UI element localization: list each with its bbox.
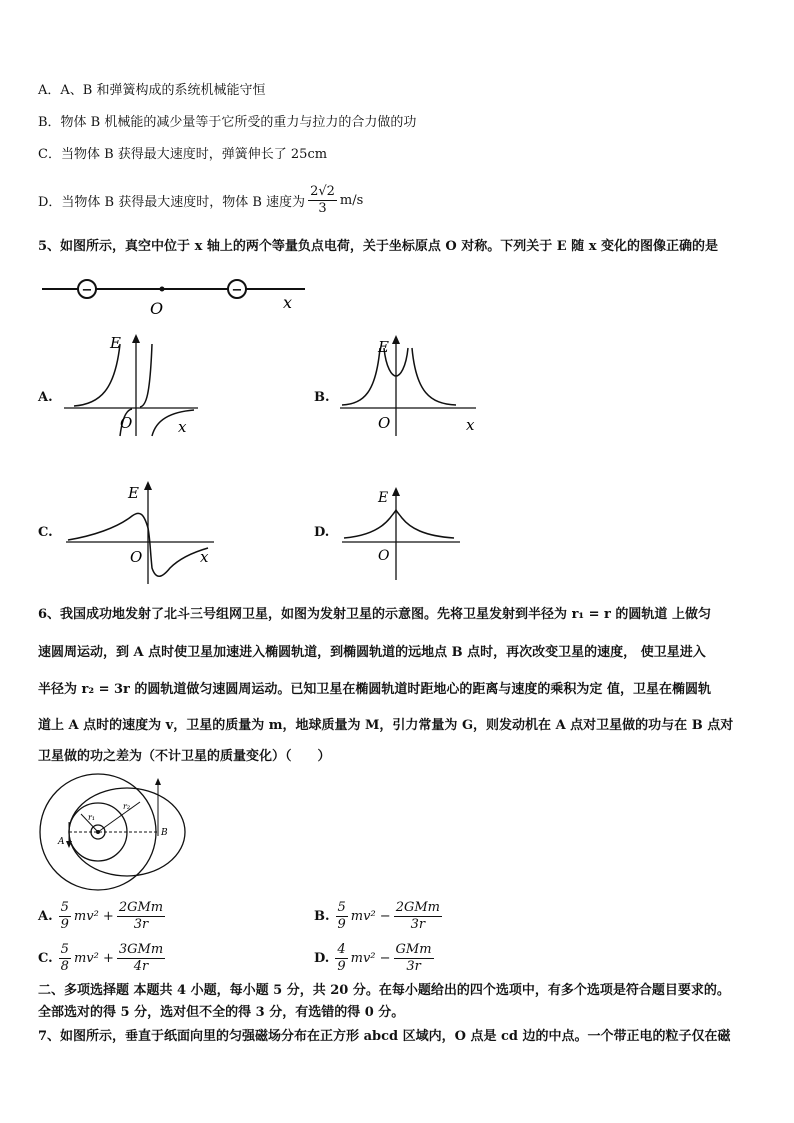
graph-c-x-label: x	[200, 548, 209, 566]
denominator: 3r	[410, 917, 426, 932]
q5-stem: 5、如图所示，真空中位于 x 轴上的两个等量负点电荷，关于坐标原点 O 对称。下列关于 E 随 x 变化的图像正确的是	[38, 239, 718, 254]
graph-d-e-arrow	[392, 487, 400, 496]
numerator: 2GMm	[395, 900, 441, 915]
graph-d-curve	[344, 510, 454, 538]
q4-option-d	[38, 184, 363, 217]
q6-option-d	[314, 942, 434, 975]
right-charge-sign: −	[231, 283, 243, 298]
denominator: 8	[60, 959, 69, 974]
denominator: 4r	[133, 959, 149, 974]
q6-stem-line-2: 速圆周运动，到 A 点时使卫星加速进入椭圆轨道，到椭圆轨道的远地点 B 点时，再次改变卫星的速度， 使卫星进入	[38, 645, 706, 660]
q6-stem-line-4: 道上 A 点时的速度为 v，卫星的质量为 m，地球质量为 M，引力常量为 G，则发动机在 A 点对卫星做的功与在 B 点对	[38, 718, 734, 733]
graph-b-x-label: x	[466, 416, 475, 434]
left-charge-sign: −	[81, 283, 93, 298]
graph-c-e-arrow	[144, 481, 152, 490]
fraction	[335, 942, 347, 975]
graph-c-o-label: O	[130, 548, 143, 566]
graph-d-o-label: O	[378, 548, 390, 564]
q5-option-c-label: C.	[38, 525, 53, 540]
numerator: 3GMm	[118, 942, 164, 957]
point-b-label: B	[161, 828, 168, 838]
x-label: x	[283, 293, 293, 312]
q6-stem-line-3: 半径为 r₂ = 3r 的圆轨道做匀速圆周运动。已知卫星在椭圆轨道时距地心的距离与速度的乘积为定 值，卫星在椭圆轨	[38, 682, 711, 697]
q4-option-d-fraction	[308, 184, 337, 217]
radius-r2	[98, 802, 140, 832]
q4-option-d-unit: m/s	[339, 193, 364, 208]
fraction	[59, 900, 71, 933]
q4-option-a: A．A、B 和弹簧构成的系统机械能守恒	[38, 83, 266, 98]
fraction	[59, 942, 71, 975]
graph-a-x-label: x	[178, 418, 187, 436]
graph-b-e-label: E	[378, 338, 389, 356]
denominator: 3r	[406, 959, 421, 974]
q5-option-b-label: B.	[314, 390, 330, 405]
fraction	[117, 942, 165, 975]
graph-a-e-arrow	[132, 334, 140, 343]
q6-option-b	[314, 900, 442, 933]
graph-a-curve-left-upper	[74, 344, 120, 406]
q6-option-c	[38, 942, 165, 975]
option-label: D.	[314, 951, 330, 966]
expression-middle: mv² +	[73, 909, 114, 924]
q5-option-d-label: D.	[314, 525, 330, 540]
option-label: B.	[314, 909, 330, 924]
denominator: 9	[60, 917, 69, 932]
expression-middle: mv² +	[73, 951, 114, 966]
origin-dot	[160, 287, 165, 292]
option-label: A.	[38, 909, 53, 924]
q6-stem-line-5: 卫星做的功之差为（不计卫星的质量变化）（ ）	[38, 749, 331, 764]
q4-option-c: C．当物体 B 获得最大速度时，弹簧伸长了 25cm	[38, 147, 328, 162]
graph-b-curve-right	[412, 348, 456, 405]
velocity-b-arrow	[155, 778, 161, 785]
graph-c-e-label: E	[128, 484, 139, 502]
numerator: 5	[60, 942, 69, 957]
q6-orbit-diagram	[36, 772, 176, 897]
graph-d-e-label: E	[378, 490, 389, 506]
fraction	[394, 942, 434, 975]
graph-a-o-label: O	[120, 414, 133, 432]
q5-graph-a	[60, 330, 210, 440]
numerator: 2GMm	[118, 900, 164, 915]
section-2-header-line-1: 二、多项选择题 本题共 4 小题，每小题 5 分，共 20 分。在每小题给出的四个选项中，有多个选项是符合题目要求的。	[38, 983, 730, 998]
fraction-denominator: 3	[318, 201, 327, 216]
graph-b-curve-left	[342, 348, 380, 405]
numerator: 4	[337, 942, 346, 957]
denominator: 9	[337, 959, 346, 974]
r2-label: r₂	[123, 802, 131, 811]
q7-stem-line-1: 7、如图所示，垂直于纸面向里的匀强磁场分布在正方形 abcd 区域内，O 点是 cd 边的中点。一个带正电的粒子仅在磁	[38, 1029, 731, 1044]
origin-label: O	[150, 299, 164, 318]
graph-b-e-arrow	[392, 335, 400, 344]
fraction-numerator: 2√2	[310, 184, 335, 199]
numerator: GMm	[395, 942, 432, 957]
r1-label: r₁	[88, 813, 96, 822]
fraction	[117, 900, 165, 933]
graph-b-o-label: O	[378, 414, 391, 432]
q5-graph-d	[338, 482, 468, 592]
q4-option-b: B．物体 B 机械能的减少量等于它所受的重力与拉力的合力做的功	[38, 115, 417, 130]
q4-option-d-text: D．当物体 B 获得最大速度时，物体 B 速度为	[38, 195, 306, 210]
section-2-header-line-2: 全部选对的得 5 分，选对但不全的得 3 分，有选错的得 0 分。	[38, 1005, 405, 1020]
numerator: 5	[60, 900, 69, 915]
q5-charge-axis-diagram	[0, 270, 330, 320]
q6-stem-line-1: 6、我国成功地发射了北斗三号组网卫星，如图为发射卫星的示意图。先将卫星发射到半径为 r₁ = r 的圆轨道 上做匀	[38, 607, 711, 622]
graph-a-curve-right-upper	[140, 344, 152, 407]
denominator: 3r	[133, 917, 149, 932]
q5-graph-c	[62, 478, 222, 588]
graph-a-e-label: E	[110, 334, 121, 352]
expression-middle: mv² −	[350, 909, 391, 924]
expression-middle: mv² −	[350, 951, 391, 966]
option-label: C.	[38, 951, 53, 966]
q6-option-a	[38, 900, 165, 933]
q5-option-a-label: A.	[38, 390, 53, 405]
point-a-label: A	[58, 837, 65, 847]
q5-graph-b	[336, 330, 486, 440]
fraction	[336, 900, 348, 933]
fraction	[394, 900, 442, 933]
graph-a-curve-right-lower	[152, 410, 194, 436]
numerator: 5	[337, 900, 346, 915]
denominator: 9	[337, 917, 346, 932]
graph-c-curve	[68, 513, 208, 576]
